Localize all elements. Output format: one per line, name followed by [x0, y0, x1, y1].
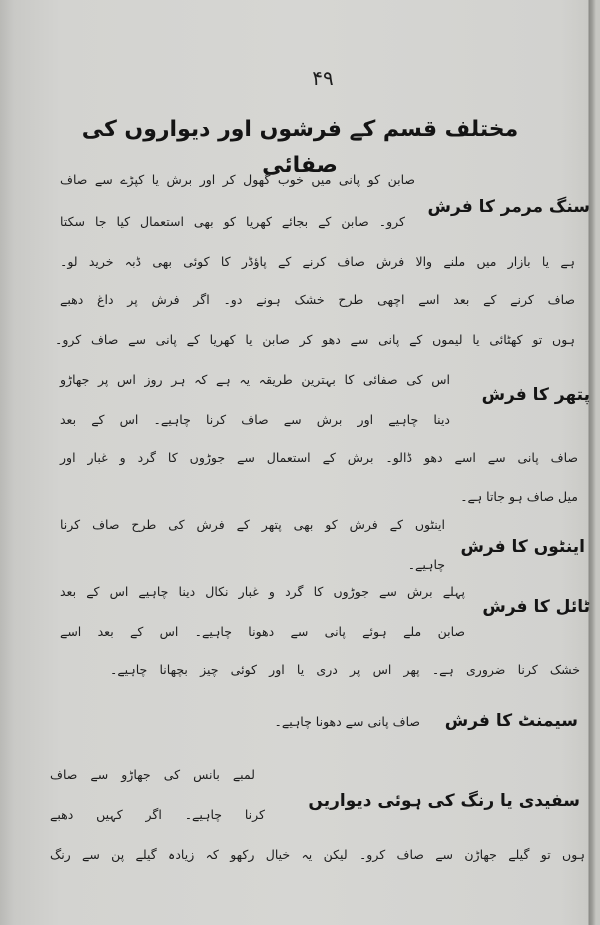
paragraph-line: دینا چاہیے اور برش سے صاف کرنا چاہیے۔ اس کے بعد: [60, 412, 450, 427]
paragraph-line: ہوں تو کھٹائی یا لیموں کے پانی سے دھو کر صابن یا کھریا کے پانی سے صاف کرو۔: [55, 332, 575, 347]
paragraph-line: صابن کو پانی میں خوب گھول کر اور برش یا کپڑے سے صاف: [60, 172, 415, 187]
section-heading-cement: سیمنٹ کا فرش: [444, 711, 578, 731]
section-heading-stone: پتھر کا فرش: [481, 385, 590, 405]
paragraph-line: صاف کرنے کے بعد اسے اچھی طرح خشک ہونے دو۔ اگر فرش پر داغ دھبے: [60, 292, 575, 307]
section-heading-marble: سنگ مرمر کا فرش: [427, 197, 590, 217]
paragraph-line: صاف پانی سے اسے دھو ڈالو۔ برش کے استعمال سے جوڑوں کا گرد و غبار اور: [60, 450, 578, 465]
section-heading-walls: سفیدی یا رنگ کی ہوئی دیواریں: [308, 791, 580, 811]
paragraph-line: کرو۔ صابن کے بجائے کھریا کو بھی استعمال کیا جا سکتا: [60, 214, 405, 229]
paragraph-line: پہلے برش سے جوڑوں کا گرد و غبار نکال دینا چاہیے اس کے بعد: [60, 584, 465, 599]
paragraph-line: کرنا چاہیے۔ اگر کہیں دھبے: [50, 807, 265, 822]
chapter-title: مختلف قسم کے فرشوں اور دیواروں کی صفائی: [81, 117, 519, 178]
section-heading-brick: اینٹوں کا فرش: [460, 537, 585, 557]
paragraph-line: خشک کرنا ضروری ہے۔ پھر اس پر دری یا اور کوئی چیز بچھانا چاہیے۔: [110, 662, 580, 677]
paragraph-line: چاہیے۔: [407, 557, 445, 572]
page-number: ۴۹: [312, 66, 334, 90]
paragraph-line: ہے یا بازار میں ملنے والا فرش صاف کرنے کے پاؤڈر کا کوئی بھی ڈبہ خرید لو۔: [60, 254, 575, 269]
paragraph-line: صابن ملے ہوئے پانی سے دھونا چاہیے۔ اس کے بعد اسے: [60, 624, 465, 639]
paragraph-line: صاف پانی سے دھونا چاہیے۔: [274, 714, 420, 729]
paragraph-line: ہوں تو گیلے جھاڑن سے صاف کرو۔ لیکن یہ خیال رکھو کہ زیادہ گیلے پن سے رنگ: [50, 847, 585, 862]
section-heading-tile: ٹائل کا فرش: [482, 597, 590, 617]
paragraph-line: میل صاف ہو جاتا ہے۔: [460, 489, 578, 504]
paragraph-line: لمبے بانس کی جھاڑو سے صاف: [50, 767, 255, 782]
paragraph-line: اس کی صفائی کا بہترین طریقہ یہ ہے کہ ہر روز اس پر جھاڑو: [60, 372, 450, 387]
paragraph-line: اینٹوں کے فرش کو بھی پتھر کے فرش کی طرح صاف کرنا: [60, 517, 445, 532]
